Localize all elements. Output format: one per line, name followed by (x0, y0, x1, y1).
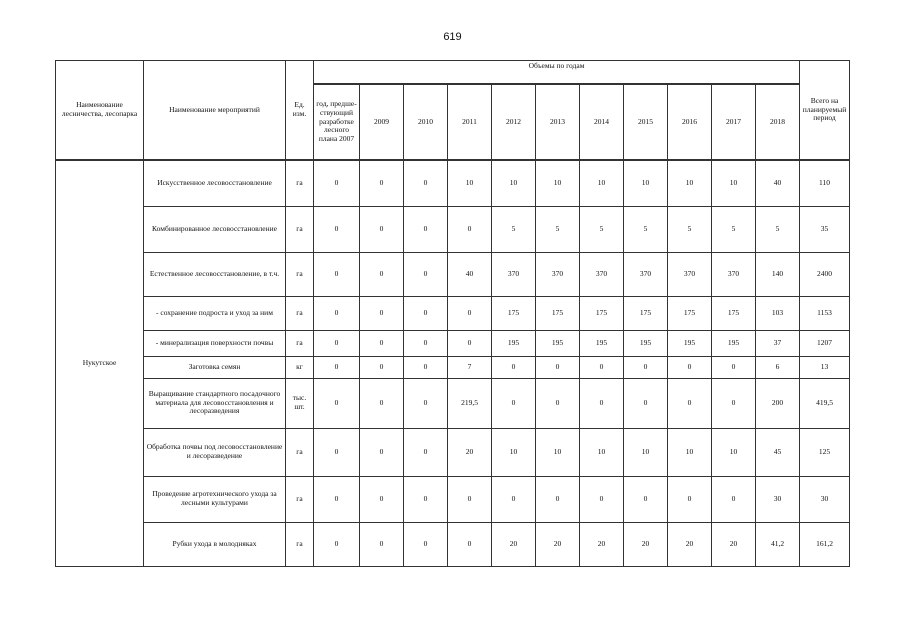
value-cell: 0 (360, 160, 404, 206)
value-cell: 0 (712, 378, 756, 428)
value-cell: 0 (580, 476, 624, 522)
value-cell: 0 (404, 522, 448, 566)
value-cell: 20 (536, 522, 580, 566)
unit-cell: га (286, 428, 314, 476)
value-cell: 20 (580, 522, 624, 566)
value-cell: 10 (536, 160, 580, 206)
value-cell: 20 (668, 522, 712, 566)
unit-cell: га (286, 206, 314, 252)
value-cell: 30 (756, 476, 800, 522)
value-cell: 0 (712, 476, 756, 522)
activity-cell: Проведение агротехнического ухода за лесными культурами (144, 476, 286, 522)
activity-cell: Заготовка семян (144, 356, 286, 378)
value-cell: 140 (756, 252, 800, 296)
total-cell: 13 (800, 356, 850, 378)
value-cell: 0 (404, 428, 448, 476)
value-cell: 20 (448, 428, 492, 476)
unit-cell: кг (286, 356, 314, 378)
value-cell: 195 (492, 330, 536, 356)
value-cell: 5 (580, 206, 624, 252)
value-cell: 0 (448, 296, 492, 330)
header-total: Всего на планируемый период (800, 61, 850, 161)
header-year: 2016 (668, 84, 712, 160)
value-cell: 0 (314, 160, 360, 206)
value-cell: 0 (404, 252, 448, 296)
value-cell: 370 (712, 252, 756, 296)
value-cell: 175 (580, 296, 624, 330)
table-row (56, 476, 850, 522)
unit-cell: га (286, 296, 314, 330)
value-cell: 6 (756, 356, 800, 378)
value-cell: 195 (668, 330, 712, 356)
value-cell: 20 (492, 522, 536, 566)
value-cell: 0 (360, 378, 404, 428)
header-year: 2012 (492, 84, 536, 160)
value-cell: 0 (314, 296, 360, 330)
unit-cell: га (286, 522, 314, 566)
value-cell: 0 (314, 356, 360, 378)
value-cell: 45 (756, 428, 800, 476)
value-cell: 5 (756, 206, 800, 252)
value-cell: 0 (404, 206, 448, 252)
value-cell: 10 (492, 160, 536, 206)
value-cell: 0 (360, 356, 404, 378)
value-cell: 0 (314, 522, 360, 566)
value-cell: 370 (492, 252, 536, 296)
total-cell: 110 (800, 160, 850, 206)
table-header (56, 61, 850, 161)
value-cell: 0 (314, 252, 360, 296)
header-year: 2014 (580, 84, 624, 160)
unit-cell: га (286, 476, 314, 522)
value-cell: 0 (360, 206, 404, 252)
total-cell: 1207 (800, 330, 850, 356)
value-cell: 10 (624, 428, 668, 476)
table-row (56, 296, 850, 330)
value-cell: 10 (448, 160, 492, 206)
value-cell: 0 (448, 476, 492, 522)
value-cell: 0 (712, 356, 756, 378)
value-cell: 5 (536, 206, 580, 252)
header-activity: Наименование мероприятий (144, 61, 286, 161)
header-forestry: Наименование лесничества, лесопарка (56, 61, 144, 161)
value-cell: 175 (668, 296, 712, 330)
value-cell: 0 (360, 330, 404, 356)
table-row (56, 252, 850, 296)
value-cell: 0 (314, 428, 360, 476)
value-cell: 20 (712, 522, 756, 566)
total-cell: 419,5 (800, 378, 850, 428)
value-cell: 0 (314, 378, 360, 428)
total-cell: 125 (800, 428, 850, 476)
value-cell: 37 (756, 330, 800, 356)
header-year: 2009 (360, 84, 404, 160)
header-unit: Ед. изм. (286, 61, 314, 161)
header-base-year: год, предше-ствующий разработке лесного плана 2007 (314, 84, 360, 160)
value-cell: 0 (448, 522, 492, 566)
header-year: 2010 (404, 84, 448, 160)
activity-cell: Обработка почвы под лесовосстановление и лесоразведение (144, 428, 286, 476)
value-cell: 0 (360, 428, 404, 476)
value-cell: 0 (314, 206, 360, 252)
value-cell: 0 (624, 378, 668, 428)
activity-cell: - минерализация поверхности почвы (144, 330, 286, 356)
value-cell: 195 (624, 330, 668, 356)
value-cell: 10 (580, 160, 624, 206)
total-cell: 30 (800, 476, 850, 522)
forestry-name: Нукутское (56, 160, 144, 566)
activity-cell: Комбинированное лесовосстановление (144, 206, 286, 252)
value-cell: 0 (314, 330, 360, 356)
value-cell: 10 (492, 428, 536, 476)
value-cell: 0 (492, 378, 536, 428)
unit-cell: га (286, 252, 314, 296)
value-cell: 0 (492, 476, 536, 522)
table-row (56, 378, 850, 428)
value-cell: 0 (360, 252, 404, 296)
value-cell: 0 (536, 476, 580, 522)
value-cell: 5 (492, 206, 536, 252)
value-cell: 0 (360, 522, 404, 566)
value-cell: 0 (580, 356, 624, 378)
table-row (56, 356, 850, 378)
value-cell: 0 (624, 476, 668, 522)
value-cell: 175 (492, 296, 536, 330)
value-cell: 175 (624, 296, 668, 330)
value-cell: 41,2 (756, 522, 800, 566)
value-cell: 10 (712, 428, 756, 476)
value-cell: 370 (668, 252, 712, 296)
total-cell: 2400 (800, 252, 850, 296)
value-cell: 0 (536, 378, 580, 428)
value-cell: 0 (668, 476, 712, 522)
value-cell: 0 (360, 476, 404, 522)
value-cell: 0 (536, 356, 580, 378)
value-cell: 195 (712, 330, 756, 356)
value-cell: 219,5 (448, 378, 492, 428)
value-cell: 10 (536, 428, 580, 476)
table-row (56, 160, 850, 206)
value-cell: 370 (624, 252, 668, 296)
header-years-group: Объемы по годам (314, 61, 800, 85)
total-cell: 35 (800, 206, 850, 252)
value-cell: 0 (580, 378, 624, 428)
value-cell: 5 (712, 206, 756, 252)
value-cell: 0 (668, 378, 712, 428)
header-year: 2013 (536, 84, 580, 160)
header-year: 2018 (756, 84, 800, 160)
page-number: 619 (443, 31, 462, 43)
unit-cell: тыс. шт. (286, 378, 314, 428)
table-row (56, 428, 850, 476)
value-cell: 195 (536, 330, 580, 356)
value-cell: 40 (756, 160, 800, 206)
value-cell: 10 (580, 428, 624, 476)
value-cell: 7 (448, 356, 492, 378)
activity-cell: Рубки ухода в молодняках (144, 522, 286, 566)
value-cell: 103 (756, 296, 800, 330)
value-cell: 200 (756, 378, 800, 428)
header-year: 2017 (712, 84, 756, 160)
activity-cell: - сохранение подроста и уход за ним (144, 296, 286, 330)
activity-cell: Искусственное лесовосстановление (144, 160, 286, 206)
value-cell: 0 (404, 160, 448, 206)
table-row (56, 206, 850, 252)
value-cell: 0 (624, 356, 668, 378)
value-cell: 0 (404, 330, 448, 356)
value-cell: 0 (492, 356, 536, 378)
forest-plan-table (55, 60, 850, 567)
value-cell: 10 (668, 428, 712, 476)
value-cell: 0 (404, 296, 448, 330)
value-cell: 40 (448, 252, 492, 296)
value-cell: 175 (536, 296, 580, 330)
unit-cell: га (286, 160, 314, 206)
value-cell: 0 (448, 330, 492, 356)
value-cell: 0 (668, 356, 712, 378)
value-cell: 10 (624, 160, 668, 206)
unit-cell: га (286, 330, 314, 356)
value-cell: 5 (624, 206, 668, 252)
value-cell: 0 (360, 296, 404, 330)
value-cell: 0 (404, 378, 448, 428)
table-row (56, 330, 850, 356)
total-cell: 161,2 (800, 522, 850, 566)
total-cell: 1153 (800, 296, 850, 330)
value-cell: 10 (668, 160, 712, 206)
table-row (56, 522, 850, 566)
value-cell: 10 (712, 160, 756, 206)
value-cell: 0 (404, 356, 448, 378)
value-cell: 20 (624, 522, 668, 566)
value-cell: 175 (712, 296, 756, 330)
activity-cell: Естественное лесовосстановление, в т.ч. (144, 252, 286, 296)
value-cell: 5 (668, 206, 712, 252)
value-cell: 0 (448, 206, 492, 252)
value-cell: 370 (580, 252, 624, 296)
header-year: 2011 (448, 84, 492, 160)
activity-cell: Выращивание стандартного посадочного материала для лесовосстановления и лесоразведения (144, 378, 286, 428)
value-cell: 195 (580, 330, 624, 356)
table-body (56, 160, 850, 566)
value-cell: 370 (536, 252, 580, 296)
value-cell: 0 (404, 476, 448, 522)
header-year: 2015 (624, 84, 668, 160)
value-cell: 0 (314, 476, 360, 522)
